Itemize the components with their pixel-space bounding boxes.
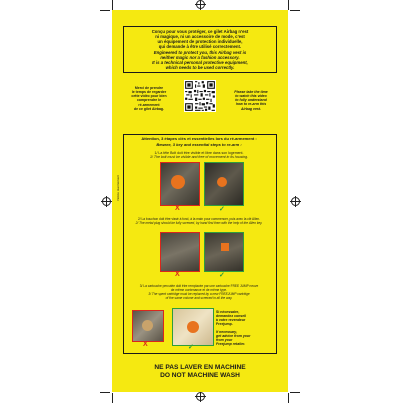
registration-mark: [102, 197, 111, 206]
qr-intro-en-line: Please take the time: [234, 90, 268, 94]
bolt-head: [171, 175, 185, 189]
warning-fr-line: ni magique, ni un accessoire de mode, c'est: [155, 34, 245, 40]
wrong-mark: X: [143, 341, 148, 348]
step3-fr-line: de même contenance et de même type.: [170, 287, 228, 292]
step1-en: 1/ The bolt must be visible and free of movement in its housing.: [149, 155, 249, 159]
step1-wrong-photo: [160, 162, 200, 206]
crop-mark: [100, 392, 110, 393]
step2-fr: 2/ La bouchon doit être vissé à fond, à la main pour commencer, puis avec la clé Allen.: [137, 217, 261, 221]
correct-mark: ✓: [188, 344, 194, 351]
plug: [221, 243, 229, 251]
crop-mark: [288, 0, 289, 10]
rearm-heading-fr: Attention, 3 étapes clés et essentielles lors du ré-armement :: [141, 136, 257, 141]
no-machine-wash-fr: NE PAS LAVER EN MACHINE: [154, 364, 246, 371]
retailer-advice-fr: [216, 310, 272, 327]
crop-mark: [290, 392, 300, 393]
qr-intro-fr-line: le temps de regarder: [131, 90, 167, 95]
step3-en-line: 3/ The spent cartridge must be replaced by a new FREEJUMP cartridge: [148, 292, 250, 296]
warning-fr: [126, 29, 274, 49]
qr-intro-en: [220, 90, 282, 111]
new-cartridge: [187, 321, 199, 333]
warning-en-line: It is a technical personal protective equipment,: [152, 60, 248, 66]
no-machine-wash-en: DO NOT MACHINE WASH: [160, 372, 240, 379]
crop-mark: [100, 10, 110, 11]
retailer-fr-line: demandez conseil: [216, 314, 247, 319]
step3-wrong-photo: [132, 310, 164, 342]
instruction-leaflet: [112, 10, 288, 392]
qr-code[interactable]: [184, 80, 216, 112]
step2-wrong-photo: [160, 232, 200, 272]
qr-code-icon: [184, 80, 216, 112]
crop-mark: [112, 393, 113, 403]
side-label: Notice réarmement: [116, 175, 121, 201]
step2-correct-photo: [204, 232, 244, 272]
qr-intro-fr-line: Merci de prendre: [134, 86, 164, 90]
warning-en-line: Engineered to protect you, this Airbag vest is: [153, 50, 247, 55]
step2-en: 2/ The metal plug should be fully screwed, by hand first then with the help of the Allen key.: [135, 221, 263, 225]
warning-en-line: which needs to be used correctly.: [165, 65, 235, 71]
retailer-en-line: from your: [216, 338, 233, 343]
qr-intro-fr: [118, 86, 180, 111]
correct-mark: ✓: [219, 272, 225, 279]
retailer-fr-line: à votre revendeur: [216, 318, 246, 323]
qr-intro-fr-line: ré-armement: [138, 102, 160, 107]
warning-fr-line: un équipement de protection individuelle,: [157, 39, 243, 45]
step3-en-line: of the same volume and screwed in all the way.: [165, 295, 233, 300]
qr-intro-en-line: to fully understand: [235, 98, 267, 103]
step1-fr: 1/ La tête Bolt doit être visible et libre dans son logement.: [154, 151, 244, 155]
rearm-heading-en: Beware, 3 key and essential steps to re-arm :: [156, 142, 242, 147]
qr-intro-fr-line: de ce gilet Airbag.: [133, 106, 165, 111]
correct-mark: ✓: [219, 206, 225, 213]
retailer-advice-en: [216, 330, 272, 347]
retailer-fr-line: Si nécessaire,: [216, 310, 240, 314]
retailer-fr-line: Freejump.: [216, 322, 233, 327]
qr-intro-fr-line: comprendre le: [136, 98, 162, 103]
step3-correct-photo: [172, 308, 214, 346]
registration-mark: [196, 0, 205, 9]
bolt-head: [217, 177, 227, 187]
crop-mark: [112, 0, 113, 10]
step3-en: [126, 293, 272, 301]
crop-mark: [288, 393, 289, 403]
registration-mark: [291, 197, 300, 206]
qr-intro-fr-line: cette vidéo pour bien: [131, 94, 167, 99]
qr-intro-en-line: how to re-arm this: [235, 102, 267, 107]
wrong-mark: X: [175, 271, 180, 278]
step1-correct-photo: [204, 162, 244, 206]
warning-fr-line: qui demande à être utilisé correctement.: [158, 44, 242, 50]
warning-en-line: neither magic nor a fashion accessory.: [160, 55, 240, 61]
wrong-mark: X: [175, 205, 180, 212]
spent-cartridge: [142, 320, 153, 331]
qr-intro-en-line: to watch this video: [235, 94, 267, 99]
warning-en: [126, 50, 274, 70]
crop-mark: [290, 10, 300, 11]
retailer-en-line: If necessary,: [216, 330, 238, 334]
retailer-en-line: Freejump retailer.: [216, 342, 246, 347]
retailer-en-line: get advice from your: [216, 334, 251, 339]
qr-intro-en-line: Airbag vest.: [240, 106, 262, 111]
warning-fr-line: Conçu pour vous protéger, ce gilet Airbag n'est: [151, 29, 249, 34]
step3-fr-line: 3/ La cartouche percutée doit être remplacée par une cartouche FREE JUMP neuve: [139, 284, 259, 288]
